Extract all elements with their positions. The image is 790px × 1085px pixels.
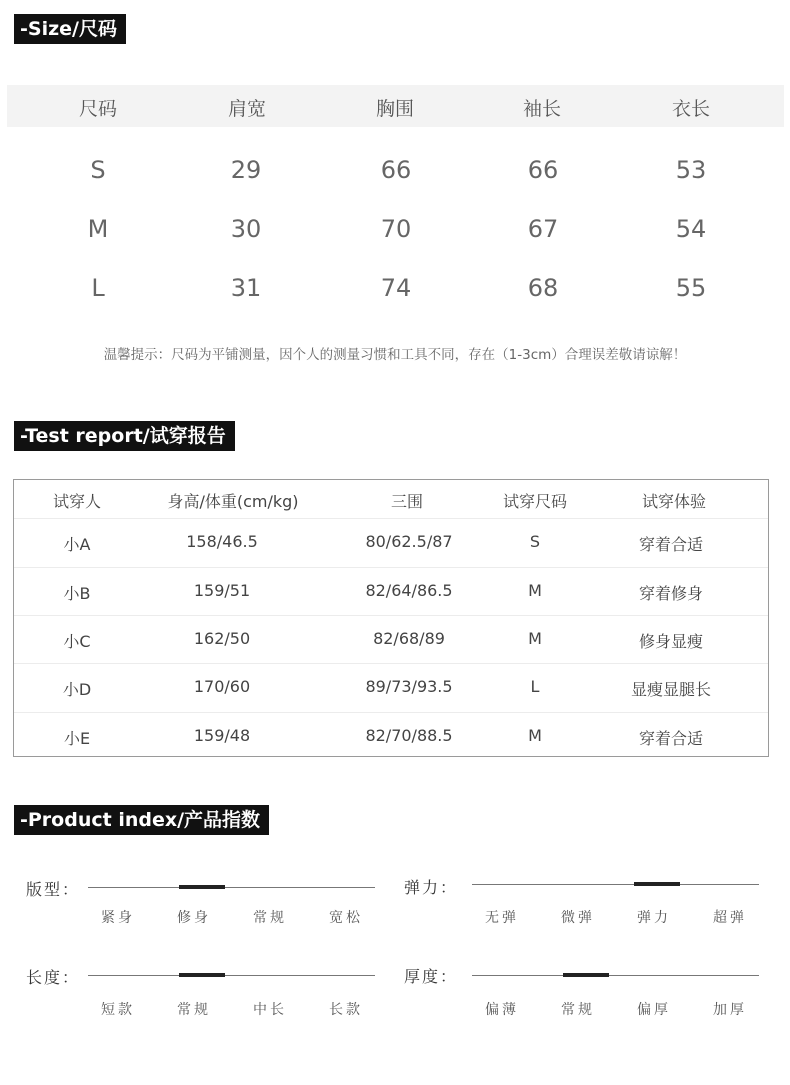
test-section-title: -Test report/试穿报告 <box>14 421 235 451</box>
size-section-title: -Size/尺码 <box>14 14 126 44</box>
size-cell: 68 <box>527 274 559 302</box>
test-header-cell: 三围 <box>390 492 423 511</box>
size-cell: L <box>91 274 105 302</box>
test-cell: 80/62.5/87 <box>365 532 453 551</box>
test-cell: 小E <box>63 729 91 748</box>
size-header-cell: 胸围 <box>375 98 414 120</box>
test-cell: 159/48 <box>193 726 251 745</box>
length-scale-line <box>88 975 375 976</box>
size-table-row <box>0 274 790 314</box>
test-table-row <box>14 567 768 616</box>
length-option: 中长 <box>253 1002 287 1018</box>
fit-scale-line <box>88 887 375 888</box>
thickness-option: 偏厚 <box>637 1002 671 1018</box>
size-header-cell: 肩宽 <box>227 98 266 120</box>
length-marker <box>179 973 225 977</box>
test-cell: 158/46.5 <box>186 532 258 551</box>
test-cell: 170/60 <box>193 677 251 696</box>
test-cell: M <box>528 581 542 600</box>
test-cell: 159/51 <box>193 581 251 600</box>
size-cell: 67 <box>527 215 559 243</box>
elasticity-scale-line <box>472 884 759 885</box>
thickness-option: 加厚 <box>713 1002 747 1018</box>
thickness-scale-line <box>472 975 759 976</box>
size-cell: 74 <box>380 274 412 302</box>
length-option: 常规 <box>177 1002 211 1018</box>
size-header-cell: 衣长 <box>671 98 710 120</box>
thickness-label: 厚度： <box>404 967 459 986</box>
test-table-row <box>14 663 768 712</box>
test-cell: M <box>528 629 542 648</box>
size-cell: M <box>87 215 109 243</box>
size-cell: 29 <box>230 156 262 184</box>
elasticity-option: 微弹 <box>561 910 595 926</box>
length-label: 长度： <box>26 968 81 987</box>
thickness-option: 偏薄 <box>485 1002 519 1018</box>
test-cell: L <box>530 677 540 696</box>
test-cell: 小D <box>62 680 92 699</box>
length-option: 短款 <box>101 1002 135 1018</box>
size-cell: 55 <box>675 274 707 302</box>
size-cell: 70 <box>380 215 412 243</box>
test-cell: 穿着合适 <box>638 535 703 554</box>
test-cell: 穿着合适 <box>638 729 703 748</box>
size-table-row <box>0 215 790 255</box>
test-table-row <box>14 712 768 761</box>
test-cell: 小A <box>63 535 91 554</box>
fit-option: 修身 <box>177 910 211 926</box>
test-cell: 89/73/93.5 <box>365 677 453 696</box>
elasticity-option: 弹力 <box>637 910 671 926</box>
test-table-row <box>14 615 768 664</box>
size-cell: 30 <box>230 215 262 243</box>
test-cell: 穿着修身 <box>638 584 703 603</box>
test-header-cell: 试穿人 <box>52 492 101 511</box>
test-table-header <box>14 480 768 518</box>
size-header-cell: 尺码 <box>78 98 117 120</box>
size-table-row <box>0 156 790 196</box>
test-cell: M <box>528 726 542 745</box>
size-cell: S <box>90 156 106 184</box>
test-cell: S <box>529 532 541 551</box>
size-cell: 53 <box>675 156 707 184</box>
size-header-cell: 袖长 <box>522 98 561 120</box>
size-cell: 31 <box>230 274 262 302</box>
test-header-cell: 身高/体重(cm/kg) <box>167 492 299 511</box>
fit-marker <box>179 885 225 889</box>
test-cell: 82/68/89 <box>373 629 445 648</box>
test-cell: 修身显瘦 <box>638 632 703 651</box>
size-cell: 66 <box>380 156 412 184</box>
fit-option: 宽松 <box>329 910 363 926</box>
test-table-row <box>14 518 768 567</box>
fit-label: 版型： <box>26 880 81 899</box>
product-section-title: -Product index/产品指数 <box>14 805 269 835</box>
test-cell: 小C <box>63 632 91 651</box>
test-header-cell: 试穿体验 <box>641 492 706 511</box>
size-cell: 54 <box>675 215 707 243</box>
test-cell: 162/50 <box>193 629 251 648</box>
size-table-header <box>7 85 784 127</box>
thickness-marker <box>563 973 609 977</box>
elasticity-marker <box>634 882 680 886</box>
elasticity-label: 弹力： <box>404 878 459 897</box>
test-cell: 显瘦显腿长 <box>630 680 711 699</box>
test-cell: 82/70/88.5 <box>365 726 453 745</box>
test-cell: 小B <box>63 584 91 603</box>
fit-option: 常规 <box>253 910 287 926</box>
test-report-table <box>13 479 769 757</box>
length-option: 长款 <box>329 1002 363 1018</box>
thickness-option: 常规 <box>561 1002 595 1018</box>
fit-option: 紧身 <box>101 910 135 926</box>
measurement-note: 温馨提示：尺码为平铺测量，因个人的测量习惯和工具不同，存在（1-3cm）合理误差敬请谅解！ <box>103 347 687 363</box>
elasticity-option: 无弹 <box>485 910 519 926</box>
size-cell: 66 <box>527 156 559 184</box>
test-header-cell: 试穿尺码 <box>502 492 567 511</box>
test-cell: 82/64/86.5 <box>365 581 453 600</box>
elasticity-option: 超弹 <box>713 910 747 926</box>
